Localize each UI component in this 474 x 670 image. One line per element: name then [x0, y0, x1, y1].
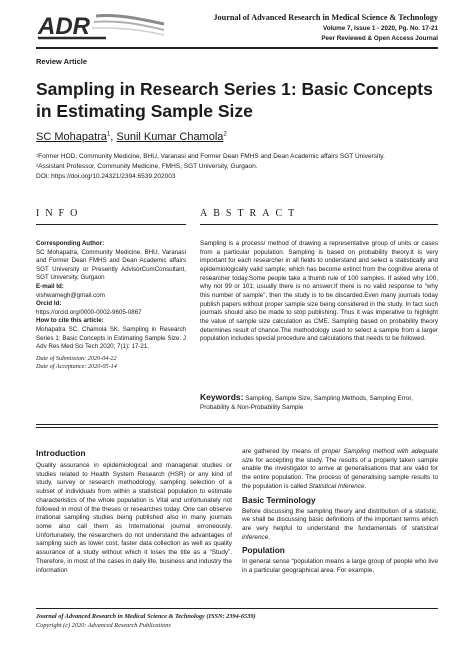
orcid-label: Orcid Id: [36, 300, 62, 308]
submission-date: Date of Submission: 2020-04-22 [36, 354, 117, 362]
logo-text: ADR [38, 13, 90, 40]
acceptance-date: Date of Acceptance: 2020-05-14 [36, 363, 117, 371]
text-span: for accepting the study. The results of a properly taken sample enable the investigator to arrive at generalisations that are valid for the entire population. The process of generalising sample results to the population is called [242, 456, 438, 490]
abstract-text: Sampling is a process/ method of drawing a representative group of units or cases from a particular population. Sampling is based on probability theory.It is very important for each researcher in all fields to understand and select a statistically and epidemiologically valid sample; which has become extinct from the cognitive arena of researcher today.Some people take a thumb rule of 100 samples. If asked why 100, why not 99 or 101; usually there is no answer.If there is no valid response to “why this number of sample”, then the study is to be discarded.Even many journals today publish papers without proper sample size being considered in the study. In fact such journals should also be made to stop publishing. Thus it was imperative to highlight the value of sample size calculation as CME. Sampling based on probability theory determines result of chance.The methodology used to select a sample from a larger population includes special procedure and calculations that needs to be followed. [200, 240, 438, 343]
paragraph [242, 448, 438, 492]
volume-info: Volume 7, Issue 1 - 2020, Pg. No. 17-21 [322, 25, 438, 32]
italic-span: proper Sampling method with adequate size [242, 448, 438, 464]
affiliation-1: ¹Former HOD, Community Medicine, BHU, Varanasi and Former Dean FMHS and Dean Academic affairs SGT University. [36, 153, 385, 160]
doi-link[interactable]: DOI: https://doi.org/10.24321/2394.6539.202003 [36, 173, 176, 180]
email-link[interactable]: vishwamegh@gmail.com [36, 291, 105, 299]
paragraph: In general sense “population means a large group of people who live in a particular geographical area. For example, [242, 558, 438, 575]
corresponding-label: Corresponding Author: [36, 240, 105, 247]
author-list: SC Mohapatra$^1$, Sunil Kumar Chamola$^2$ [36, 131, 227, 143]
footer-journal: Journal of Advanced Research in Medical Science & Technology (ISSN: 2394-6539) [36, 613, 256, 620]
footer-divider [36, 608, 438, 609]
abstract-divider [200, 224, 438, 225]
text-span: . [268, 533, 271, 541]
affiliation-2: ²Assistant Professor, Community Medicine, FMHS, SGT University, Gurgaon. [36, 163, 258, 170]
article-info [36, 240, 186, 372]
info-heading: INFO [36, 208, 84, 219]
header-divider [36, 47, 438, 49]
footer-copyright: Copyright (c) 2020: Advanced Research Publications [36, 622, 171, 629]
orcid-link[interactable]: https://orcid.org/0000-0002-9605-0867 [36, 308, 142, 316]
basic-terminology-heading: Basic Terminology [242, 494, 316, 505]
text-span: Before discussing the sampling theory and distribution of a statistic, we shall be discussing basic definitions of the important terms which are very helpful to understand the fundamentals of [242, 507, 438, 533]
keywords [200, 393, 438, 412]
paragraph [242, 508, 438, 543]
email-label: E-mail Id: [36, 282, 64, 290]
introduction-heading: Introduction [36, 448, 86, 458]
info-divider [36, 224, 186, 225]
introduction-text: Quality assurance in epidemiological and managerial studies or studies related to Health System Research (HSR) or any kind of study, survey or research methodology, sampling selection of a subset of individuals from within a statistical population to estimate characteristics of the whole population is Vital and unfortunately not followed in most of the theses or researches today. One can observe irrational sampling studies being published also in many journals some also call them as International journal erroneously. Unfortunately, the researchers do not understand the advantages of sampling such as lower cost, faster data collection as well as quality assurance of a study without which it loses the title as a “Study”. Therefore, in most of the cases in daily life, business and industry the information [36, 462, 232, 574]
cite-text: Mohapatra SC, Chamola SK. Sampling in Research Series 1: Basic Concepts in Estimating Sample Size. J Adv Res Med Sci Tech 2020; 7(1): 17-21. [36, 325, 186, 351]
right-column [242, 448, 438, 576]
text-span: are gathered by means of [242, 448, 323, 455]
keywords-label: Keywords: [200, 392, 244, 402]
cite-label: How to cite this article: [36, 317, 104, 325]
population-heading: Population [242, 545, 285, 556]
text-span: . [364, 482, 367, 490]
journal-logo [36, 10, 168, 42]
journal-title: Journal of Advanced Research in Medical Science & Technology [213, 13, 438, 22]
article-type: Review Article [36, 57, 87, 66]
author-link[interactable]: SC Mohapatra [36, 131, 107, 143]
abstract-heading: ABSTRACT [200, 208, 301, 219]
author-sup: 1 [106, 131, 111, 138]
keywords-list: Sampling, Sample Size, Sampling Methods, Sampling Error, Probability & Non-Probability Sample [200, 395, 413, 411]
author-sup: 2 [223, 131, 227, 138]
section-divider [36, 424, 438, 425]
article-title: Sampling in Research Series 1: Basic Concepts in Estimating Sample Size [36, 79, 433, 121]
corresponding-text: SC Mohapatra, Community Medicine, BHU, Varanasi and Former Dean FMHS and Dean Academic affairs SGT University or Presently AdvisorCumConsultant, SGT University, Gurgaon [36, 248, 186, 282]
author-link[interactable]: Sunil Kumar Chamola [116, 131, 224, 143]
italic-span: Statistical Inference [308, 482, 365, 490]
italic-span: statistical inference [242, 525, 438, 541]
section-divider-thin [36, 427, 438, 428]
peer-review-note: Peer Reviewed & Open Access Journal [321, 35, 438, 42]
